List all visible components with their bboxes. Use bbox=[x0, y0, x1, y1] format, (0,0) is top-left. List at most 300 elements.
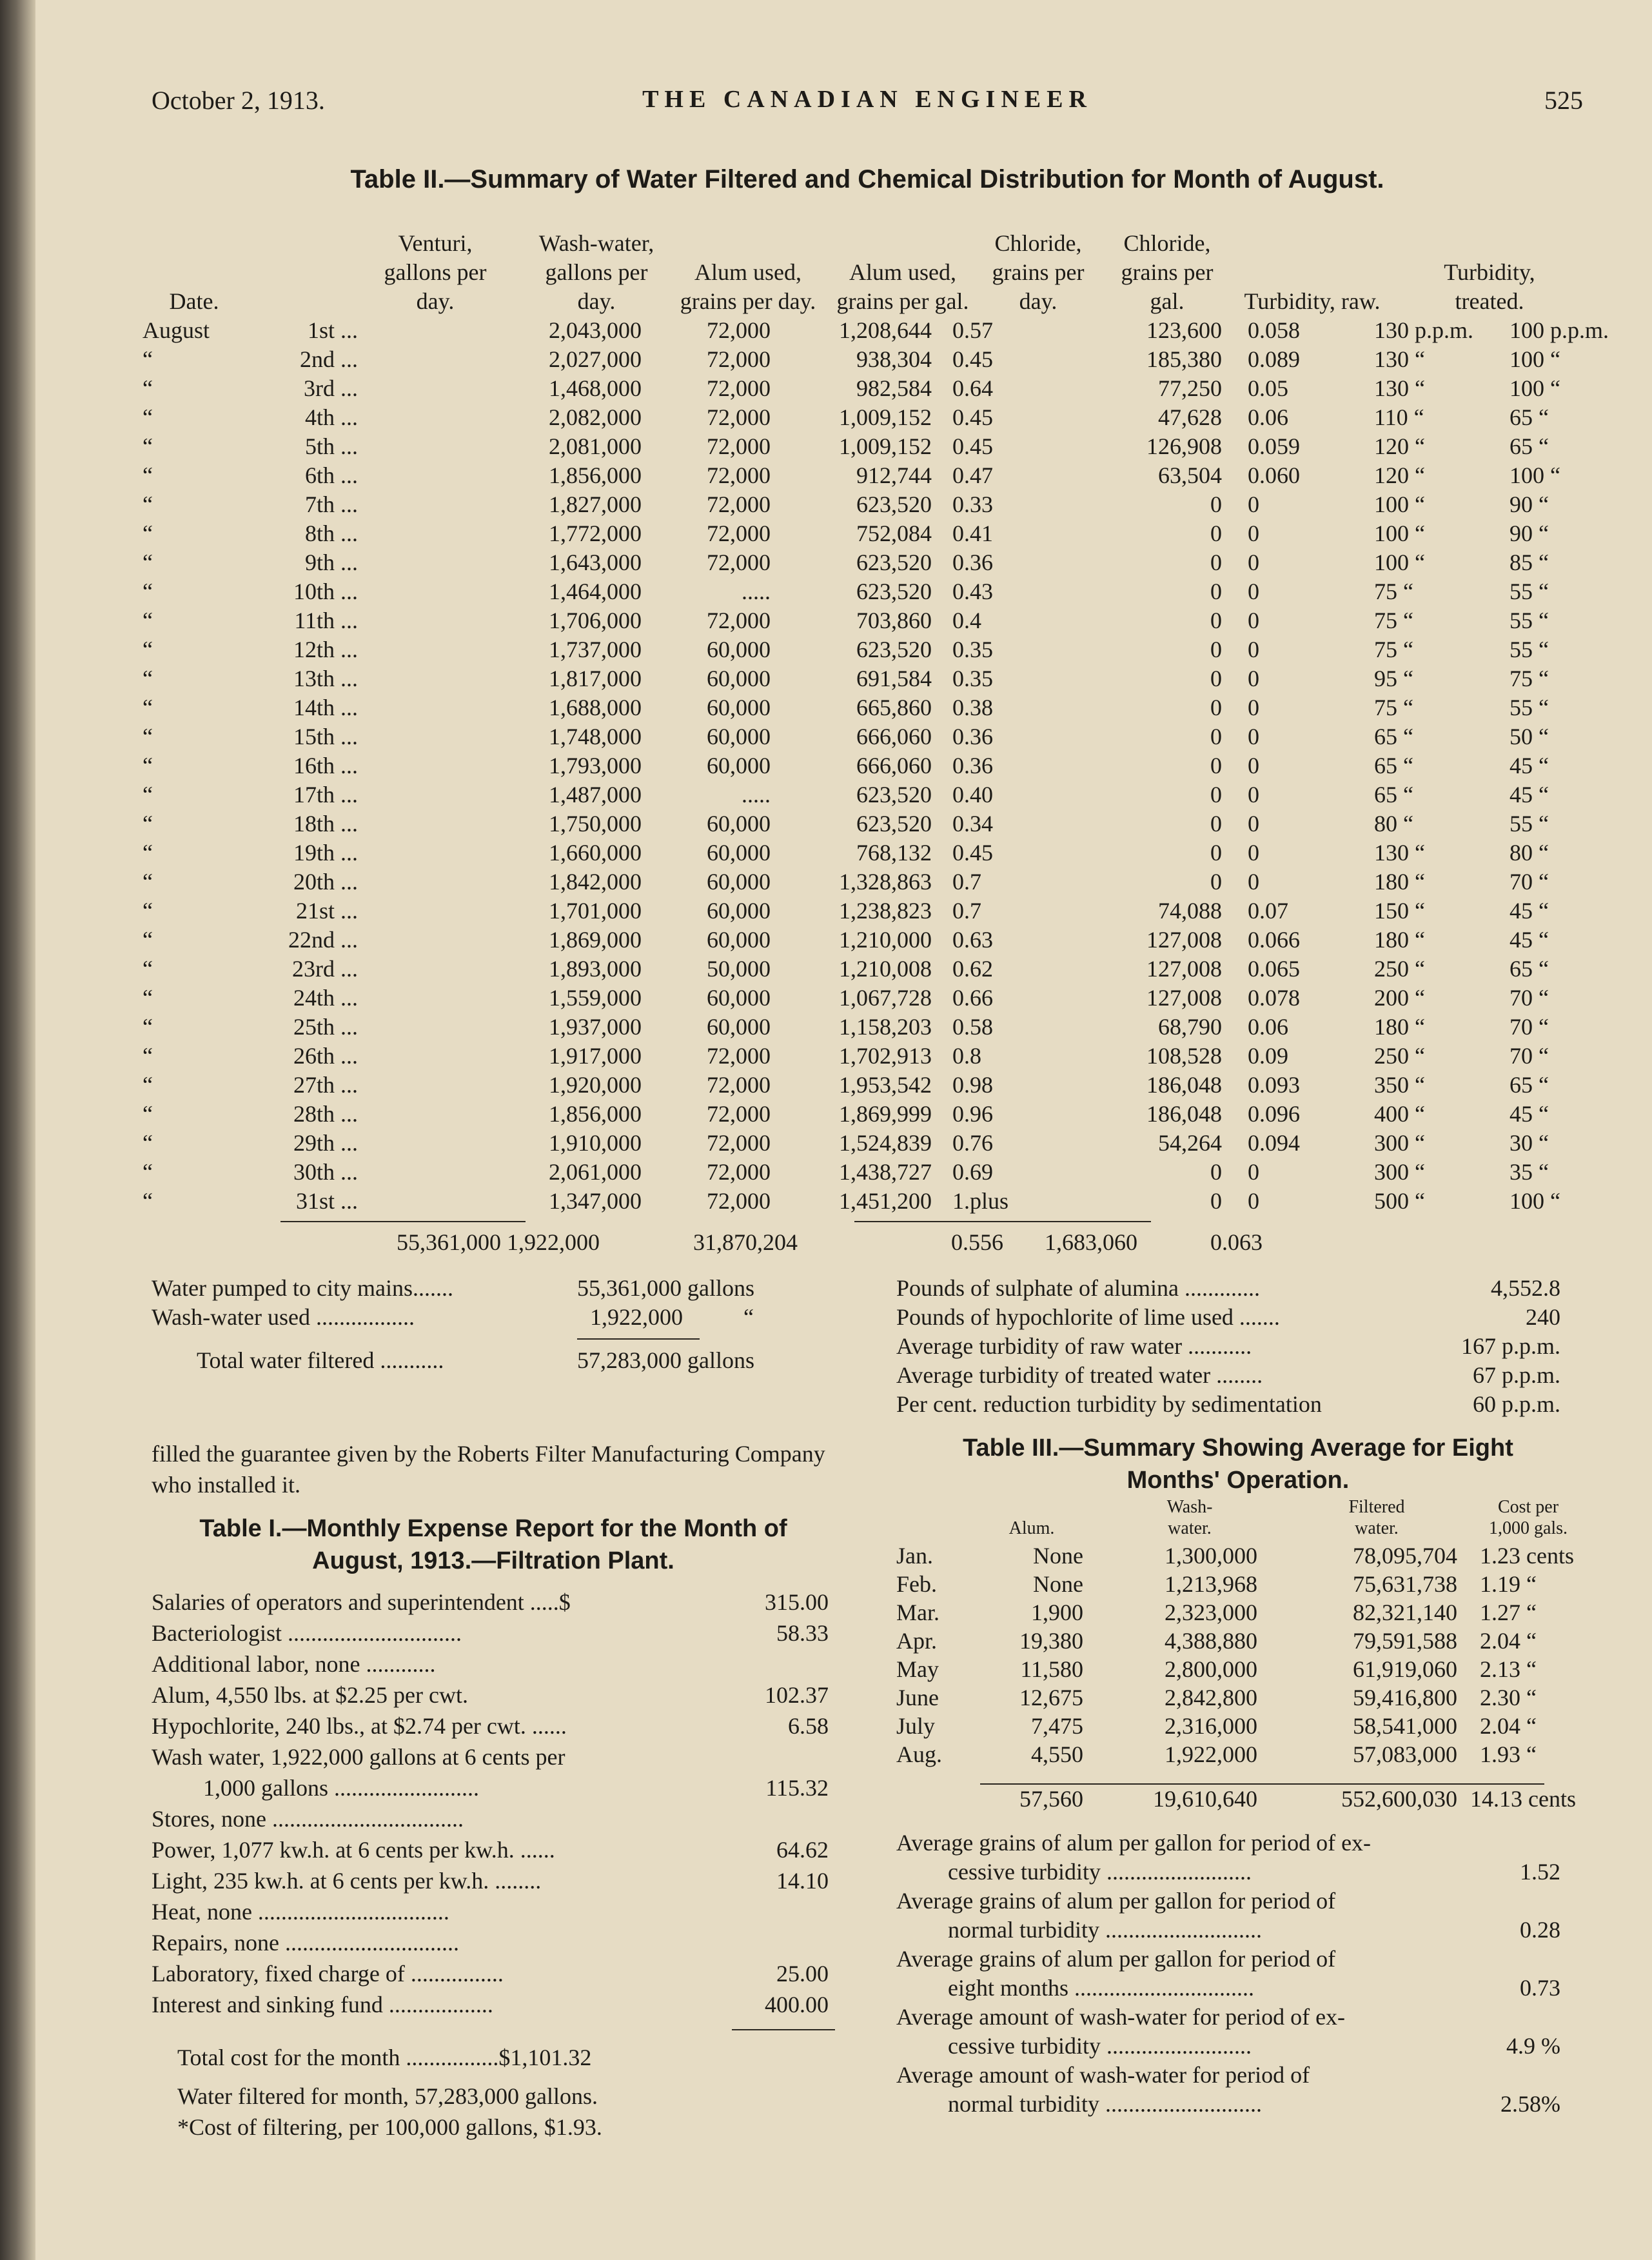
chem-summary-value: 67 p.p.m. bbox=[1472, 1362, 1560, 1388]
table1-expense-report bbox=[152, 1587, 848, 2143]
table-cell: 2.04 “ bbox=[1480, 1713, 1537, 1739]
table-cell: 623,520 bbox=[856, 782, 932, 808]
expense-label: 1,000 gallons ......................... bbox=[203, 1775, 479, 1801]
expense-item bbox=[152, 1680, 848, 1710]
expense-item bbox=[152, 1896, 848, 1927]
average-line2 bbox=[896, 2090, 1580, 2119]
expense-amount: 6.58 bbox=[788, 1713, 829, 1739]
table1-total-label: Total cost for the month ................$ bbox=[177, 2045, 511, 2070]
average-value: 2.58% bbox=[1500, 2091, 1560, 2117]
table-cell: ..... bbox=[742, 782, 771, 808]
table-cell: 60,000 bbox=[707, 753, 771, 778]
table-cell: 1,701,000 bbox=[549, 898, 642, 924]
table-cell: 500 “ bbox=[1374, 1188, 1425, 1214]
table-cell: “ bbox=[143, 1072, 153, 1098]
table-row bbox=[143, 1042, 1583, 1071]
table-cell: 65 “ bbox=[1374, 782, 1413, 808]
table3-title-line2: Months' Operation. bbox=[1126, 1467, 1350, 1494]
table-cell: 0 bbox=[1248, 840, 1259, 866]
table-cell: 70 “ bbox=[1509, 1014, 1549, 1040]
table-cell: 250 “ bbox=[1374, 1043, 1425, 1069]
water-pumped-line bbox=[152, 1274, 848, 1303]
table-cell: 1,158,203 bbox=[839, 1014, 932, 1040]
table-row bbox=[143, 897, 1583, 926]
table-cell: 0.45 bbox=[952, 433, 993, 459]
table-cell: None bbox=[1033, 1571, 1083, 1597]
table-cell: 0.058 bbox=[1248, 317, 1300, 343]
table3-header-cost-1: Cost per bbox=[1497, 1497, 1559, 1517]
table-cell: 665,860 bbox=[856, 695, 932, 720]
table-cell: “ bbox=[143, 550, 153, 575]
table-cell: 18th ... bbox=[293, 811, 358, 837]
filtered-note: Water filtered for month, 57,283,000 gallons. bbox=[177, 2083, 598, 2109]
table-cell: 1,468,000 bbox=[549, 375, 642, 401]
table-cell: 11th ... bbox=[294, 608, 358, 633]
table3-total-cost: 14.13 cents bbox=[1470, 1786, 1576, 1812]
table-cell: 666,060 bbox=[856, 753, 932, 778]
table-cell: 150 “ bbox=[1374, 898, 1425, 924]
table3-title bbox=[896, 1432, 1580, 1496]
table-cell: “ bbox=[143, 1130, 153, 1156]
table-cell: 16th ... bbox=[293, 753, 358, 778]
table-cell: “ bbox=[143, 811, 153, 837]
table-cell: 72,000 bbox=[707, 1072, 771, 1098]
table-cell: 0.64 bbox=[952, 375, 993, 401]
table-cell: 0.98 bbox=[952, 1072, 993, 1098]
table-cell: 1,869,000 bbox=[549, 927, 642, 953]
table-row bbox=[143, 693, 1583, 722]
table1-total-value: 1,101.32 bbox=[510, 2045, 592, 2070]
table-cell: 80 “ bbox=[1509, 840, 1549, 866]
table-cell: 65 “ bbox=[1509, 1072, 1549, 1098]
table-cell: 912,744 bbox=[856, 462, 932, 488]
table-cell: “ bbox=[143, 1014, 153, 1040]
average-label: cessive turbidity ......................... bbox=[948, 2033, 1252, 2059]
table-cell: 0 bbox=[1248, 520, 1259, 546]
table-cell: “ bbox=[143, 782, 153, 808]
table-cell: 1,451,200 bbox=[839, 1188, 932, 1214]
expense-label: Light, 235 kw.h. at 6 cents per kw.h. ........ bbox=[152, 1868, 542, 1894]
table-cell: 74,088 bbox=[1158, 898, 1222, 924]
table-cell: 1,702,913 bbox=[839, 1043, 932, 1069]
chem-summary-label: Pounds of hypochlorite of lime used ....... bbox=[896, 1304, 1280, 1330]
table-cell: 130 “ bbox=[1374, 346, 1425, 372]
chem-summary-line bbox=[896, 1303, 1580, 1332]
expense-item bbox=[152, 1587, 848, 1618]
table-cell: 7th ... bbox=[304, 491, 358, 517]
table-cell: 70 “ bbox=[1509, 869, 1549, 895]
total-chloride-day: 1,683,060 bbox=[1045, 1229, 1137, 1255]
table-cell: 127,008 bbox=[1146, 927, 1222, 953]
total-chloride-gal: 0.063 bbox=[1210, 1229, 1263, 1255]
chem-summary-line bbox=[896, 1332, 1580, 1361]
expense-item bbox=[152, 1772, 848, 1803]
table-cell: 0 bbox=[1210, 1188, 1222, 1214]
table-cell: 100 “ bbox=[1374, 550, 1425, 575]
table-cell: 1,438,727 bbox=[839, 1159, 932, 1185]
table-cell: “ bbox=[143, 520, 153, 546]
average-line2 bbox=[896, 1858, 1580, 1887]
ditto-mark: “ bbox=[743, 1304, 754, 1330]
table-cell: 82,321,140 bbox=[1353, 1600, 1457, 1625]
table2-header-venturi: Venturi, gallons per day. bbox=[384, 230, 487, 314]
table-row bbox=[143, 345, 1583, 374]
table-cell: 130 p.p.m. bbox=[1374, 317, 1474, 343]
table-cell: “ bbox=[143, 753, 153, 778]
table-cell: 60,000 bbox=[707, 695, 771, 720]
table-cell: 72,000 bbox=[707, 346, 771, 372]
table-cell: 180 “ bbox=[1374, 927, 1425, 953]
table-cell: 300 “ bbox=[1374, 1159, 1425, 1185]
cost-note: *Cost of filtering, per 100,000 gallons, $1.93. bbox=[177, 2114, 602, 2140]
table-cell: 72,000 bbox=[707, 1043, 771, 1069]
table-cell: 0.45 bbox=[952, 346, 993, 372]
table-cell: 0.078 bbox=[1248, 985, 1300, 1011]
table-cell: 1,688,000 bbox=[549, 695, 642, 720]
expense-amount: 14.10 bbox=[776, 1868, 829, 1894]
table2-header-turbidity-raw: Turbidity, raw. bbox=[1244, 288, 1381, 314]
table-cell: 100 “ bbox=[1374, 520, 1425, 546]
table-cell: 0 bbox=[1210, 637, 1222, 662]
expense-amount: 115.32 bbox=[765, 1775, 829, 1801]
table-row bbox=[896, 1570, 1580, 1598]
table-cell: 72,000 bbox=[707, 462, 771, 488]
table-cell: 100 “ bbox=[1509, 462, 1560, 488]
table2-body bbox=[143, 316, 1609, 1216]
table-cell: 0 bbox=[1248, 1159, 1259, 1185]
expense-label: Stores, none ................................. bbox=[152, 1806, 464, 1832]
table-cell: “ bbox=[143, 724, 153, 749]
table-cell: “ bbox=[143, 579, 153, 604]
table-cell: 0.065 bbox=[1248, 956, 1300, 982]
expense-item bbox=[152, 1989, 848, 2020]
table-cell: 120 “ bbox=[1374, 433, 1425, 459]
table-cell: 55 “ bbox=[1509, 695, 1549, 720]
expense-amount: 25.00 bbox=[776, 1961, 829, 1987]
table-cell: 15th ... bbox=[293, 724, 358, 749]
table-cell: 752,084 bbox=[856, 520, 932, 546]
table-cell: August bbox=[143, 317, 210, 343]
table2-totals bbox=[152, 1229, 1583, 1261]
table-cell: “ bbox=[143, 491, 153, 517]
average-value: 0.73 bbox=[1520, 1975, 1560, 2001]
table-cell: 60,000 bbox=[707, 666, 771, 691]
table-cell: 60,000 bbox=[707, 1014, 771, 1040]
total-wash: 1,922,000 bbox=[507, 1229, 600, 1255]
average-line2 bbox=[896, 1974, 1580, 2003]
table-cell: 0.05 bbox=[1248, 375, 1288, 401]
table-cell: 0.06 bbox=[1248, 404, 1288, 430]
table-cell: 9th ... bbox=[304, 550, 358, 575]
table3-total-alum: 57,560 bbox=[1019, 1786, 1083, 1812]
expense-amount: 315.00 bbox=[765, 1589, 829, 1615]
table-cell: 1.27 “ bbox=[1480, 1600, 1537, 1625]
total-venturi-wash bbox=[397, 1229, 648, 1256]
table-cell: 0.060 bbox=[1248, 462, 1300, 488]
table-cell: 200 “ bbox=[1374, 985, 1425, 1011]
table-cell: Apr. bbox=[896, 1628, 937, 1654]
table-cell: 55 “ bbox=[1509, 811, 1549, 837]
table-cell: 982,584 bbox=[856, 375, 932, 401]
table-cell: 0.34 bbox=[952, 811, 993, 837]
table-cell: 0.06 bbox=[1248, 1014, 1288, 1040]
table-cell: 59,416,800 bbox=[1353, 1685, 1457, 1710]
table-row bbox=[143, 955, 1583, 984]
table-row bbox=[143, 1071, 1583, 1100]
expense-item bbox=[152, 1803, 848, 1834]
table-cell: 1,920,000 bbox=[549, 1072, 642, 1098]
table-cell: “ bbox=[143, 985, 153, 1011]
expense-label: Additional labor, none ............ bbox=[152, 1651, 436, 1677]
table-cell: 1,009,152 bbox=[839, 433, 932, 459]
table-cell: 0 bbox=[1210, 579, 1222, 604]
table-cell: May bbox=[896, 1656, 939, 1682]
table-cell: 1,238,823 bbox=[839, 898, 932, 924]
table-cell: 186,048 bbox=[1146, 1072, 1222, 1098]
table-cell: 95 “ bbox=[1374, 666, 1413, 691]
total-filtered-value: 57,283,000 gallons bbox=[577, 1347, 754, 1373]
table-cell: 0 bbox=[1210, 724, 1222, 749]
table-cell: 27th ... bbox=[293, 1072, 358, 1098]
table3-header-filtered-2: water. bbox=[1355, 1518, 1399, 1538]
table2-header-chloride-gal: Chloride, grains per gal. bbox=[1121, 230, 1214, 314]
table-cell: 0.96 bbox=[952, 1101, 993, 1127]
table-cell: Mar. bbox=[896, 1600, 939, 1625]
table-cell: 1,300,000 bbox=[1165, 1543, 1257, 1569]
table3-total-wash: 19,610,640 bbox=[1153, 1786, 1257, 1812]
expense-label: Alum, 4,550 lbs. at $2.25 per cwt. bbox=[152, 1682, 468, 1708]
table-cell: 58,541,000 bbox=[1353, 1713, 1457, 1739]
table-cell: 54,264 bbox=[1158, 1130, 1222, 1156]
guarantee-paragraph: filled the guarantee given by the Roberts Filter Manufacturing Company who installed it. bbox=[152, 1441, 825, 1498]
table-cell: 31st ... bbox=[295, 1188, 358, 1214]
table-cell: 26th ... bbox=[293, 1043, 358, 1069]
table1-items bbox=[152, 1587, 848, 2020]
table3-header-filtered bbox=[1296, 1496, 1457, 1539]
table-cell: 60,000 bbox=[707, 637, 771, 662]
table-cell: 0 bbox=[1210, 782, 1222, 808]
table-cell: 110 “ bbox=[1374, 404, 1424, 430]
expense-item bbox=[152, 1741, 848, 1772]
table-cell: 0 bbox=[1248, 1188, 1259, 1214]
table-cell: Feb. bbox=[896, 1571, 937, 1597]
expense-label: Repairs, none .............................. bbox=[152, 1930, 459, 1956]
table-cell: 1,842,000 bbox=[549, 869, 642, 895]
averages-list bbox=[896, 1829, 1580, 2119]
table-cell: 0.58 bbox=[952, 1014, 993, 1040]
table-row bbox=[143, 577, 1583, 606]
table-cell: 1,213,968 bbox=[1165, 1571, 1257, 1597]
expense-label: Bacteriologist .............................. bbox=[152, 1620, 462, 1646]
table-cell: 45 “ bbox=[1509, 898, 1549, 924]
table-cell: 1,937,000 bbox=[549, 1014, 642, 1040]
table-cell: 75 “ bbox=[1374, 608, 1413, 633]
expense-item bbox=[152, 1710, 848, 1741]
table-cell: 1,464,000 bbox=[549, 579, 642, 604]
table-cell: 1,487,000 bbox=[549, 782, 642, 808]
table-cell: 11,580 bbox=[1020, 1656, 1083, 1682]
table-row bbox=[143, 635, 1583, 664]
average-line1: Average grains of alum per gallon for period of bbox=[896, 1888, 1336, 1914]
table-cell: 623,520 bbox=[856, 811, 932, 837]
table-cell: 0 bbox=[1210, 840, 1222, 866]
table-cell: 20th ... bbox=[293, 869, 358, 895]
table-cell: 0.066 bbox=[1248, 927, 1300, 953]
table-cell: 0 bbox=[1248, 579, 1259, 604]
total-filtered-line bbox=[197, 1346, 893, 1375]
table-cell: 0 bbox=[1248, 608, 1259, 633]
average-line2 bbox=[896, 2032, 1580, 2061]
table-cell: 2,081,000 bbox=[549, 433, 642, 459]
table-cell: 72,000 bbox=[707, 375, 771, 401]
chem-summary-label: Average turbidity of treated water ........ bbox=[896, 1362, 1263, 1388]
table-cell: 180 “ bbox=[1374, 869, 1425, 895]
table-cell: 186,048 bbox=[1146, 1101, 1222, 1127]
expense-label: Wash water, 1,922,000 gallons at 6 cents per bbox=[152, 1744, 565, 1770]
table-cell: 47,628 bbox=[1158, 404, 1222, 430]
expense-item bbox=[152, 1618, 848, 1649]
table-cell: 7,475 bbox=[1031, 1713, 1083, 1739]
table-cell: 0 bbox=[1248, 811, 1259, 837]
table-cell: 3rd ... bbox=[304, 375, 358, 401]
page-header bbox=[152, 85, 1583, 124]
table-cell: 61,919,060 bbox=[1353, 1656, 1457, 1682]
table-row bbox=[143, 1013, 1583, 1042]
table-cell: “ bbox=[143, 956, 153, 982]
table-cell: 2,842,800 bbox=[1165, 1685, 1257, 1710]
table-cell: 1,869,999 bbox=[839, 1101, 932, 1127]
table-cell: “ bbox=[143, 608, 153, 633]
table-cell: 0 bbox=[1248, 637, 1259, 662]
chem-summary-label: Average turbidity of raw water ........... bbox=[896, 1333, 1252, 1359]
table3-header-wash bbox=[1122, 1496, 1257, 1539]
table-cell: 0.76 bbox=[952, 1130, 993, 1156]
table-cell: 0.57 bbox=[952, 317, 993, 343]
table-cell: 29th ... bbox=[293, 1130, 358, 1156]
table-cell: 1,922,000 bbox=[1165, 1741, 1257, 1767]
table-cell: 100 “ bbox=[1374, 491, 1425, 517]
expense-item bbox=[152, 1649, 848, 1680]
table-cell: 0 bbox=[1248, 491, 1259, 517]
table-row bbox=[143, 867, 1583, 897]
table1-rule bbox=[732, 2029, 835, 2030]
table1-title-line2: August, 1913.—Filtration Plant. bbox=[312, 1547, 674, 1574]
table2-header-wash: Wash-water, gallons per day. bbox=[538, 230, 654, 314]
table-cell: 65 “ bbox=[1509, 433, 1549, 459]
table-cell: 0.45 bbox=[952, 840, 993, 866]
table-cell: 123,600 bbox=[1146, 317, 1222, 343]
table-cell: 70 “ bbox=[1509, 985, 1549, 1011]
table-cell: 12th ... bbox=[293, 637, 358, 662]
table-row bbox=[143, 1158, 1583, 1187]
table-cell: 0.47 bbox=[952, 462, 993, 488]
table-cell: 60,000 bbox=[707, 898, 771, 924]
table-cell: 23rd ... bbox=[292, 956, 358, 982]
table-cell: 100 “ bbox=[1509, 375, 1560, 401]
table-cell: 1,328,863 bbox=[839, 869, 932, 895]
table-cell: 4,550 bbox=[1031, 1741, 1083, 1767]
wash-water-label: Wash-water used ................. bbox=[152, 1304, 415, 1330]
table-cell: 0.07 bbox=[1248, 898, 1288, 924]
table-cell: 1,917,000 bbox=[549, 1043, 642, 1069]
table-cell: 45 “ bbox=[1509, 753, 1549, 778]
table2-header-turbidity-treated: Turbidity, treated. bbox=[1444, 259, 1535, 314]
table-row bbox=[143, 316, 1609, 345]
table-cell: 938,304 bbox=[856, 346, 932, 372]
table-row bbox=[896, 1627, 1580, 1655]
table-cell: 0 bbox=[1210, 550, 1222, 575]
water-summary bbox=[152, 1274, 848, 1375]
total-alum-gal: 0.556 bbox=[951, 1229, 1003, 1255]
table-cell: 1.19 “ bbox=[1480, 1571, 1537, 1597]
table-cell: 0.8 bbox=[952, 1043, 981, 1069]
table-cell: 0 bbox=[1248, 869, 1259, 895]
table-cell: 65 “ bbox=[1374, 724, 1413, 749]
expense-amount: 102.37 bbox=[765, 1682, 829, 1708]
table-cell: 300 “ bbox=[1374, 1130, 1425, 1156]
table-cell: 2nd ... bbox=[300, 346, 358, 372]
table2-title: Table II.—Summary of Water Filtered and Chemical Distribution for Month of August. bbox=[350, 165, 1384, 193]
table-cell: 1,009,152 bbox=[839, 404, 932, 430]
expense-item bbox=[152, 1834, 848, 1865]
table-cell: 0.43 bbox=[952, 579, 993, 604]
table2-rule-right bbox=[854, 1221, 1151, 1222]
table-cell: 691,584 bbox=[856, 666, 932, 691]
table-cell: 75 “ bbox=[1374, 579, 1413, 604]
average-value: 4.9 % bbox=[1506, 2033, 1560, 2059]
table-cell: 1,347,000 bbox=[549, 1188, 642, 1214]
table-cell: Jan. bbox=[896, 1543, 933, 1569]
chem-summary-line bbox=[896, 1274, 1580, 1303]
table-cell: 400 “ bbox=[1374, 1101, 1425, 1127]
table-cell: 2,061,000 bbox=[549, 1159, 642, 1185]
table-cell: 21st ... bbox=[295, 898, 358, 924]
table-cell: 0 bbox=[1248, 753, 1259, 778]
table-cell: 55 “ bbox=[1509, 637, 1549, 662]
total-filtered-label: Total water filtered ........... bbox=[197, 1347, 444, 1373]
table-cell: None bbox=[1033, 1543, 1083, 1569]
expense-item bbox=[152, 1865, 848, 1896]
table-cell: 0.36 bbox=[952, 753, 993, 778]
table-cell: 19th ... bbox=[293, 840, 358, 866]
table-cell: 768,132 bbox=[856, 840, 932, 866]
table-cell: 0.096 bbox=[1248, 1101, 1300, 1127]
table-cell: 90 “ bbox=[1509, 491, 1549, 517]
table-row bbox=[143, 403, 1583, 432]
table-cell: 2.04 “ bbox=[1480, 1628, 1537, 1654]
chem-summary-value: 4,552.8 bbox=[1491, 1275, 1560, 1301]
issue-date: October 2, 1913. bbox=[152, 86, 325, 115]
table-cell: 72,000 bbox=[707, 1130, 771, 1156]
table-cell: 30 “ bbox=[1509, 1130, 1549, 1156]
page-number: 525 bbox=[1544, 86, 1583, 115]
table-cell: 2,082,000 bbox=[549, 404, 642, 430]
table-cell: 13th ... bbox=[293, 666, 358, 691]
table-cell: 8th ... bbox=[304, 520, 358, 546]
average-line1: Average amount of wash-water for period of bbox=[896, 2062, 1310, 2088]
table-cell: 100 p.p.m. bbox=[1509, 317, 1609, 343]
table-row bbox=[143, 606, 1583, 635]
table-cell: 65 “ bbox=[1374, 753, 1413, 778]
table-cell: 60,000 bbox=[707, 724, 771, 749]
table-row bbox=[143, 548, 1583, 577]
table-cell: 1,660,000 bbox=[549, 840, 642, 866]
table-cell: 6th ... bbox=[304, 462, 358, 488]
table-cell: July bbox=[896, 1713, 936, 1739]
table-cell: 1,067,728 bbox=[839, 985, 932, 1011]
table-cell: 0.35 bbox=[952, 666, 993, 691]
table-cell: 0 bbox=[1248, 550, 1259, 575]
